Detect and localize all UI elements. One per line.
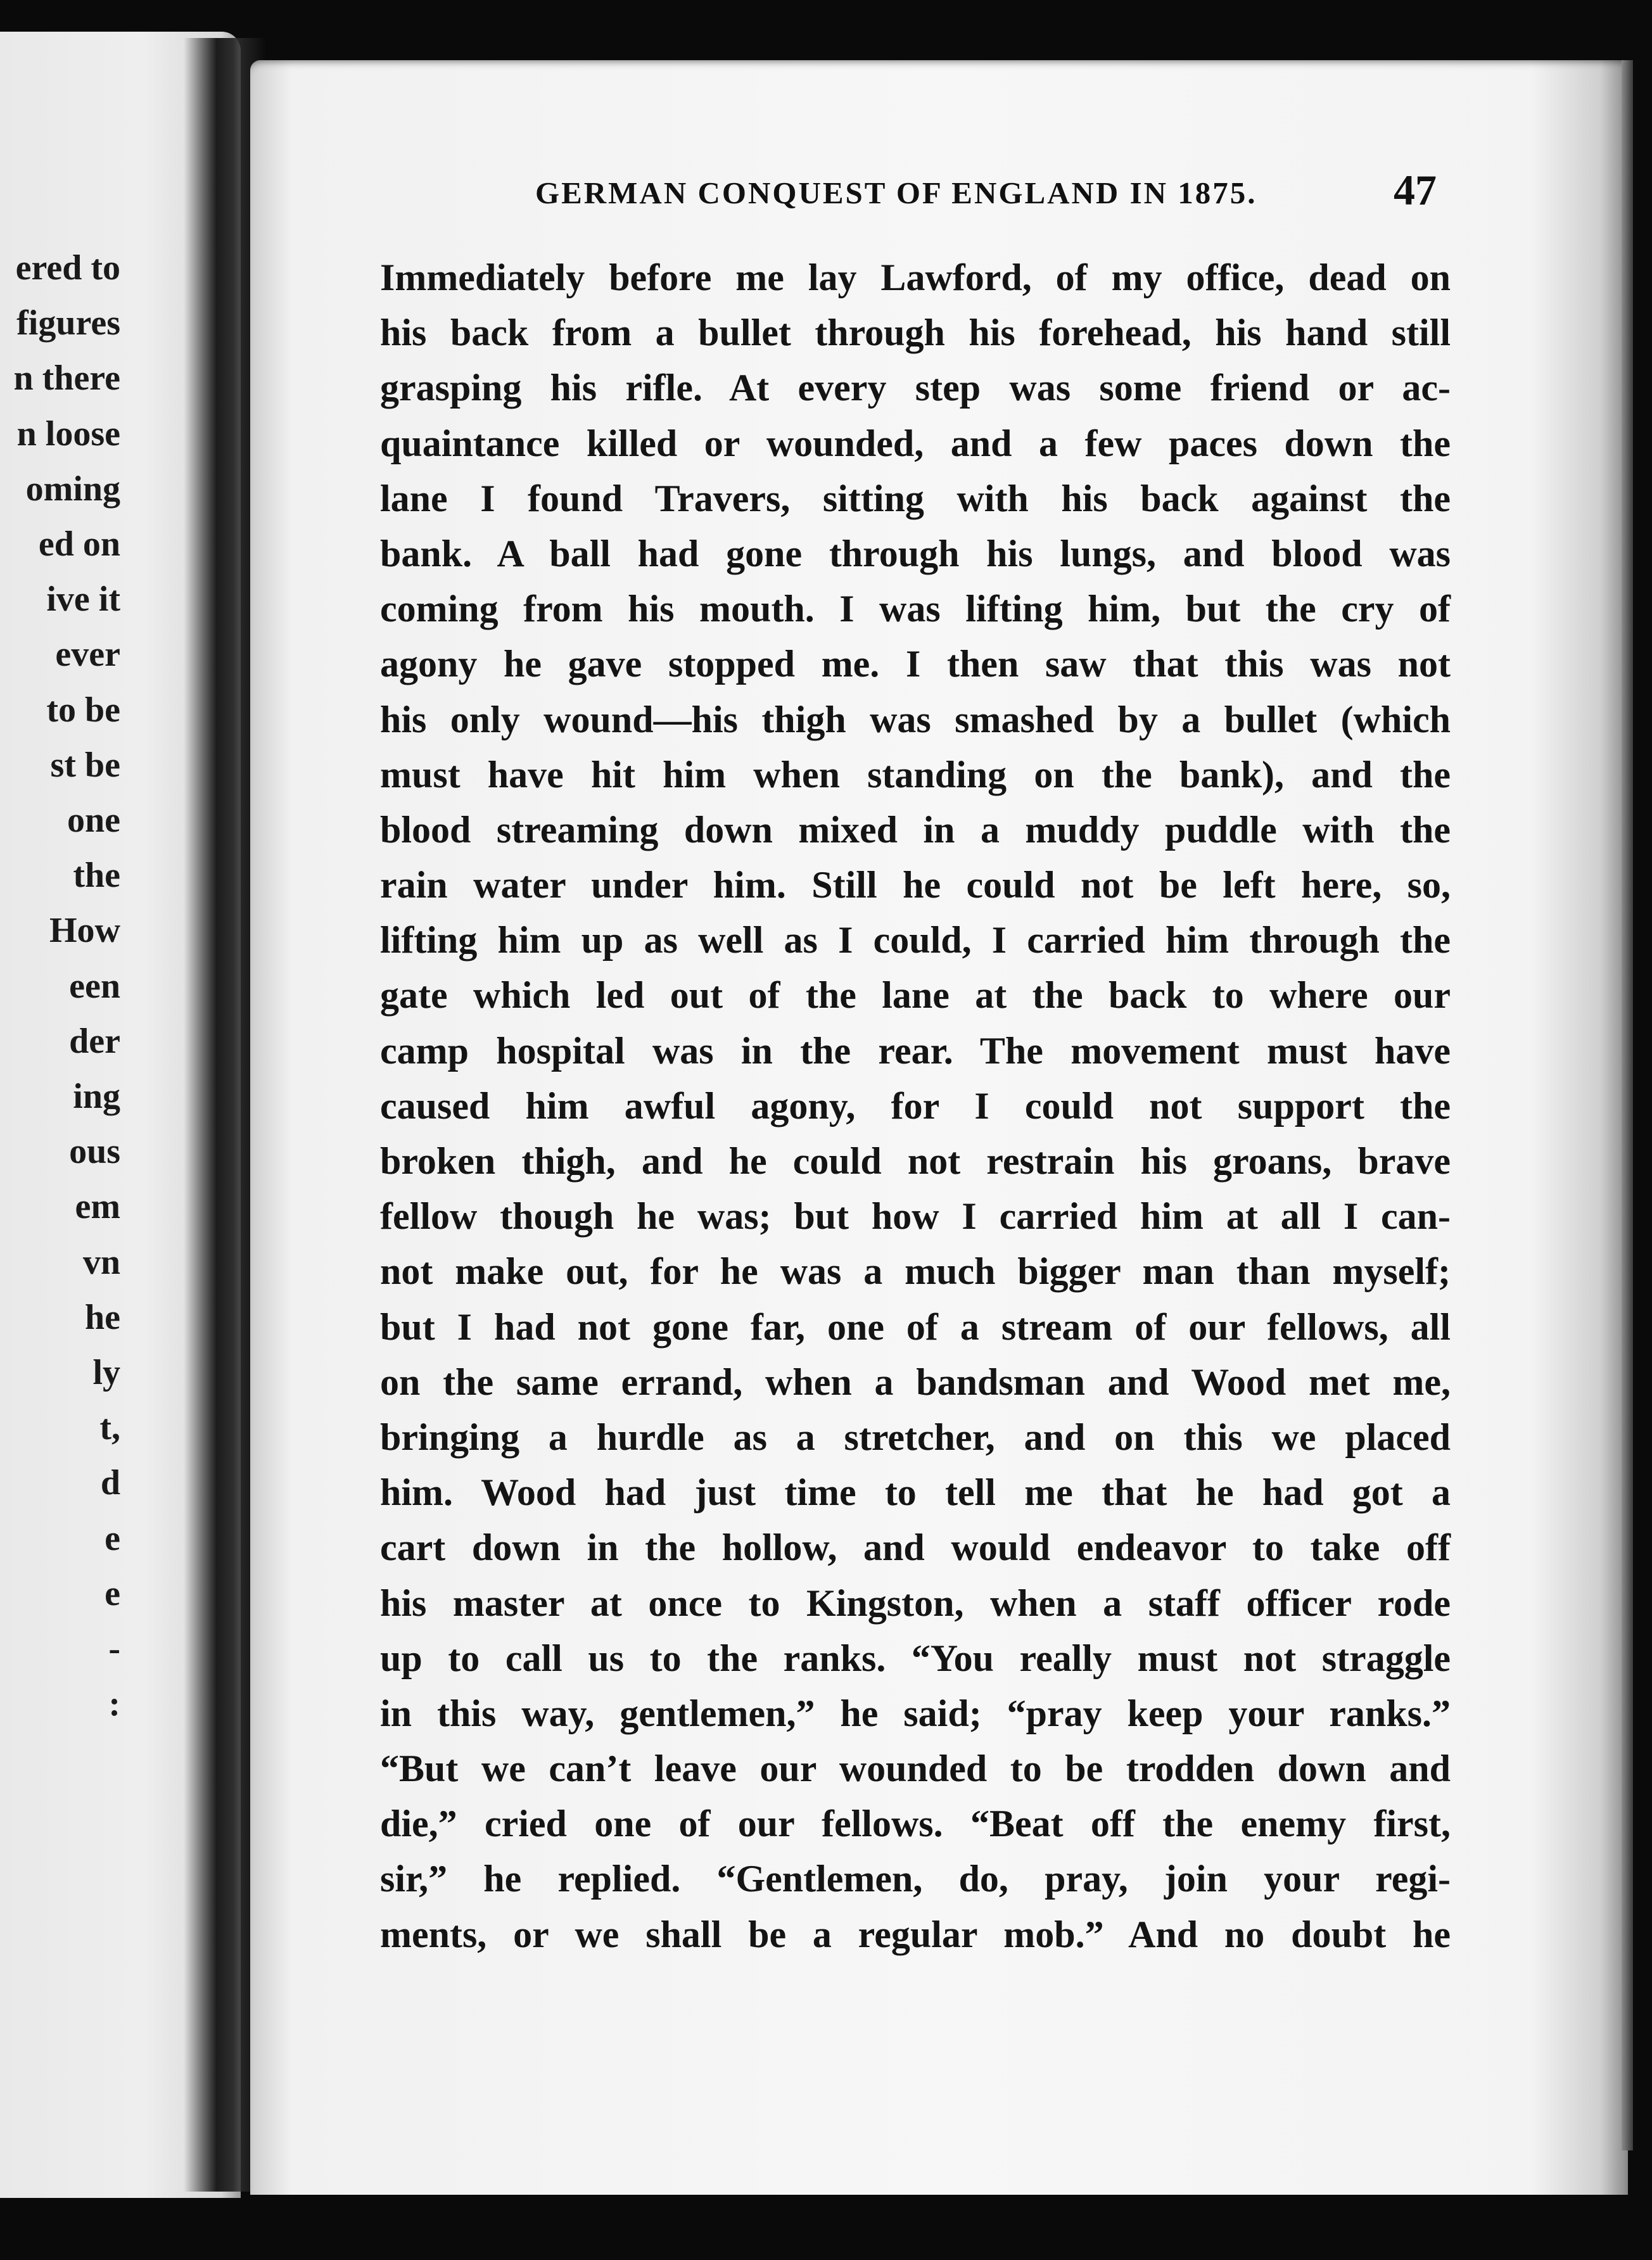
text-line: agony he gave stopped me. I then saw that this was not	[380, 643, 1451, 685]
left-page-line: vn	[82, 1242, 120, 1282]
text-line: but I had not gone far, one of a stream of our fellows, all	[380, 1305, 1451, 1348]
text-line: camp hospital was in the rear. The movement must have	[380, 1029, 1451, 1072]
left-page-line: em	[75, 1187, 120, 1227]
left-page-line: ered to	[15, 248, 120, 288]
left-page-line: ever	[55, 635, 120, 675]
text-line: his only wound—his thigh was smashed by a bullet (which	[380, 698, 1451, 740]
text-line: blood streaming down mixed in a muddy puddle with the	[380, 808, 1451, 851]
text-line: on the same errand, when a bandsman and Wood met me,	[380, 1361, 1451, 1403]
text-line: up to call us to the ranks. “You really must not straggle	[380, 1637, 1451, 1679]
left-page-line: ly	[92, 1353, 120, 1392]
running-header: GERMAN CONQUEST OF ENGLAND IN 1875.	[535, 175, 1257, 210]
left-page-line: een	[69, 966, 120, 1006]
text-line: sir,” he replied. “Gentlemen, do, pray, join your regi-	[380, 1858, 1451, 1900]
text-line: caused him awful agony, for I could not support the	[380, 1084, 1451, 1127]
left-page-line: oming	[25, 469, 120, 509]
left-page-line: ed on	[38, 524, 120, 564]
text-line: must have hit him when standing on the bank), and the	[380, 753, 1451, 796]
left-page-line: -	[108, 1629, 120, 1668]
text-line: Immediately before me lay Lawford, of my office, dead on	[380, 257, 1451, 298]
text-line: in this way, gentlemen,” he said; “pray keep your ranks.”	[380, 1692, 1451, 1734]
text-line: quaintance killed or wounded, and a few paces down the	[380, 422, 1451, 464]
text-line: fellow though he was; but how I carried him at all I can-	[380, 1195, 1451, 1238]
text-line: his master at once to Kingston, when a staff officer rode	[380, 1582, 1451, 1624]
left-page-line: e	[105, 1573, 120, 1613]
text-line: lifting him up as well as I could, I carried him through the	[380, 919, 1451, 962]
left-page-line: the	[73, 856, 120, 896]
text-line: broken thigh, and he could not restrain his groans, brave	[380, 1140, 1451, 1182]
text-line: not make out, for he was a much bigger man than myself;	[380, 1250, 1451, 1293]
text-line: coming from his mouth. I was lifting him, but the cry of	[380, 588, 1451, 630]
page-number: 47	[1394, 166, 1437, 214]
text-line: grasping his rifle. At every step was some friend or ac-	[380, 367, 1451, 409]
text-line: gate which led out of the lane at the back to where our	[380, 974, 1451, 1017]
left-page-line: :	[108, 1684, 120, 1724]
text-line: his back from a bullet through his forehead, his hand still	[380, 312, 1451, 354]
left-page-line: one	[67, 801, 120, 840]
text-line: cart down in the hollow, and would endeavor to take off	[380, 1527, 1451, 1569]
left-page-line: n loose	[16, 414, 120, 454]
left-page-line: d	[100, 1463, 120, 1503]
text-line: him. Wood had just time to tell me that he had got a	[380, 1471, 1451, 1514]
text-line: “But we can’t leave our wounded to be trodden down and	[380, 1748, 1451, 1790]
left-page-line: ive it	[46, 580, 120, 619]
text-line: bringing a hurdle as a stretcher, and on this we placed	[380, 1416, 1451, 1458]
page-edge	[1622, 60, 1633, 2150]
text-line: rain water under him. Still he could not be left here, so,	[380, 864, 1451, 906]
left-page-line: to be	[46, 690, 120, 730]
left-page-line: he	[85, 1297, 120, 1337]
left-page-line: n there	[13, 359, 120, 398]
left-page-line: st be	[50, 745, 120, 785]
left-page-line: How	[49, 911, 120, 951]
body-text	[380, 250, 1451, 1962]
left-page-line: ing	[73, 1077, 120, 1116]
left-page-line: der	[69, 1021, 120, 1061]
left-page-line: t,	[99, 1408, 120, 1448]
text-line: lane I found Travers, sitting with his back against the	[380, 477, 1451, 519]
text-line: die,” cried one of our fellows. “Beat off the enemy first,	[380, 1803, 1451, 1845]
text-line: bank. A ball had gone through his lungs, and blood was	[380, 532, 1451, 575]
text-line: ments, or we shall be a regular mob.” And no doubt he	[380, 1913, 1451, 1955]
left-page-line: figures	[16, 303, 120, 343]
left-page-line: e	[105, 1518, 120, 1558]
left-page-line: ous	[69, 1132, 120, 1172]
